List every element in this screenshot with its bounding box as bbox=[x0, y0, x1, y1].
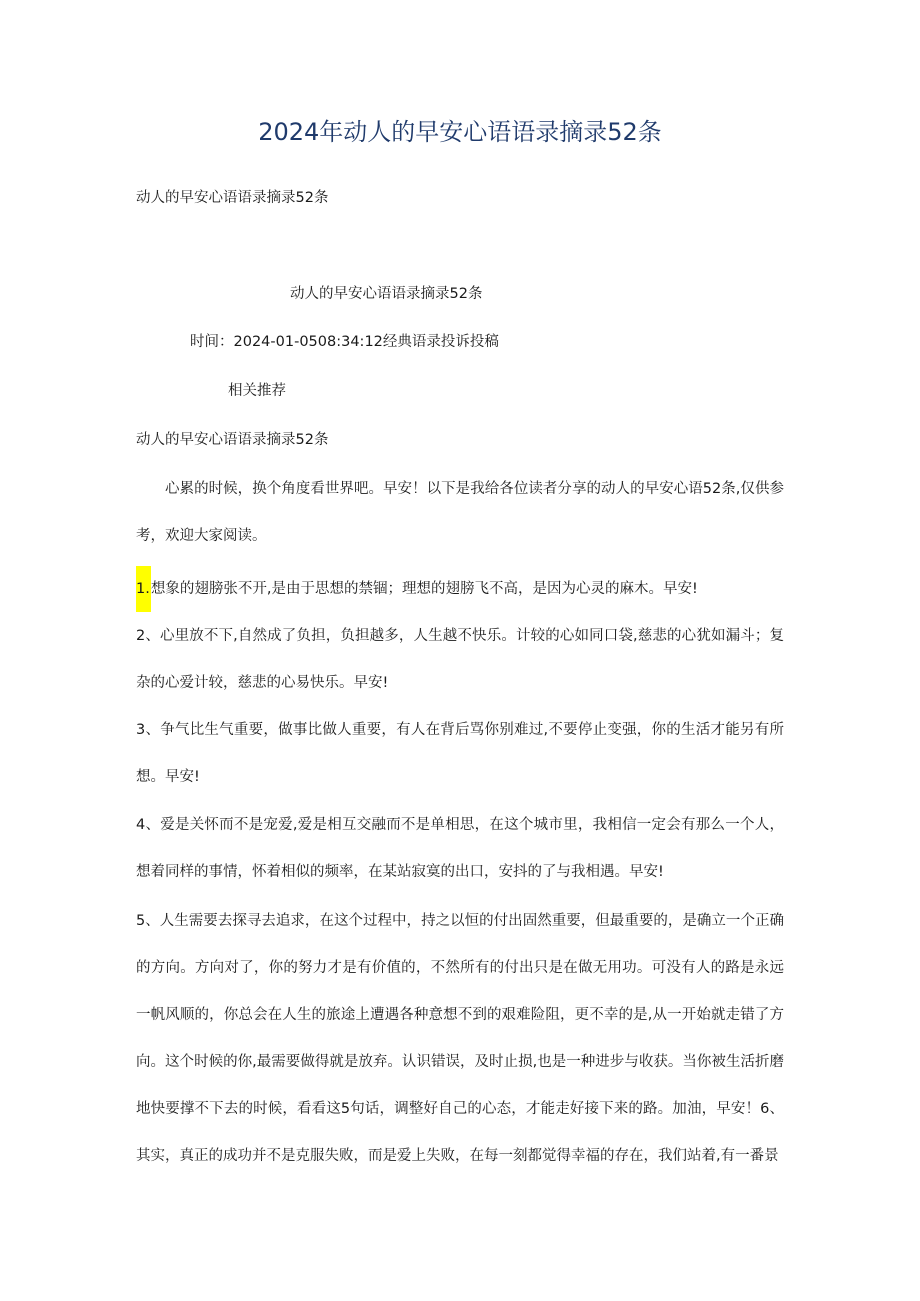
list-item-1-text: 想象的翅膀张不开,是由于思想的禁锢；理想的翅膀飞不高，是因为心灵的麻木。早安! bbox=[150, 581, 698, 597]
intro-paragraph: 心累的时候，换个角度看世界吧。早安！以下是我给各位读者分享的动人的早安心语52条,仅供参考，欢迎大家阅读。 bbox=[136, 481, 784, 544]
meta-line: 时间：2024-01-0508:34:12经典语录投诉投稿 bbox=[190, 334, 499, 350]
document-title: 2024年动人的早安心语语录摘录52条 bbox=[258, 118, 662, 146]
related-heading: 相关推荐 bbox=[228, 383, 286, 399]
section-title: 动人的早安心语语录摘录52条 bbox=[136, 432, 329, 448]
subtitle: 动人的早安心语语录摘录52条 bbox=[136, 190, 329, 206]
list-item-5: 5、人生需要去探寻去追求，在这个过程中，持之以恒的付出固然重要，但最重要的，是确立一个正确的方向。方向对了，你的努力才是有价值的，不然所有的付出只是在做无用功。可没有人的路是永远一帆风顺的，你总会在人生的旅途上遭遇各种意想不到的艰难险阻，更不幸的是,从一开始就走错了方向。这个时候的你,最需要做得就是放弃。认识错误，及时止损,也是一种进步与收获。当你被生活折磨地快要撑不下去的时候，看看这5句话，调整好自己的心态，才能走好接下来的路。加油，早安！6、其实，真正的成功并不是克服失败，而是爱上失败，在每一刻都觉得幸福的存在，我们站着,有一番景 bbox=[136, 913, 784, 1164]
list-item-2: 2、心里放不下,自然成了负担，负担越多，人生越不快乐。计较的心如同口袋,慈悲的心犹如漏斗；复杂的心爱计较，慈悲的心易快乐。早安! bbox=[136, 628, 784, 691]
inner-title: 动人的早安心语语录摘录52条 bbox=[290, 286, 483, 302]
list-item-4: 4、爱是关怀而不是宠爱,爱是相互交融而不是单相思，在这个城市里，我相信一定会有那么一个人，想着同样的事情，怀着相似的频率，在某站寂寞的出口，安抖的了与我相遇。早安! bbox=[136, 817, 784, 880]
highlight-marker: 1. bbox=[136, 566, 151, 612]
list-item-3: 3、争气比生气重要，做事比做人重要，有人在背后骂你别难过,不要停止变强，你的生活才能另有所想。早安! bbox=[136, 722, 784, 785]
list-item-1 bbox=[136, 566, 784, 613]
